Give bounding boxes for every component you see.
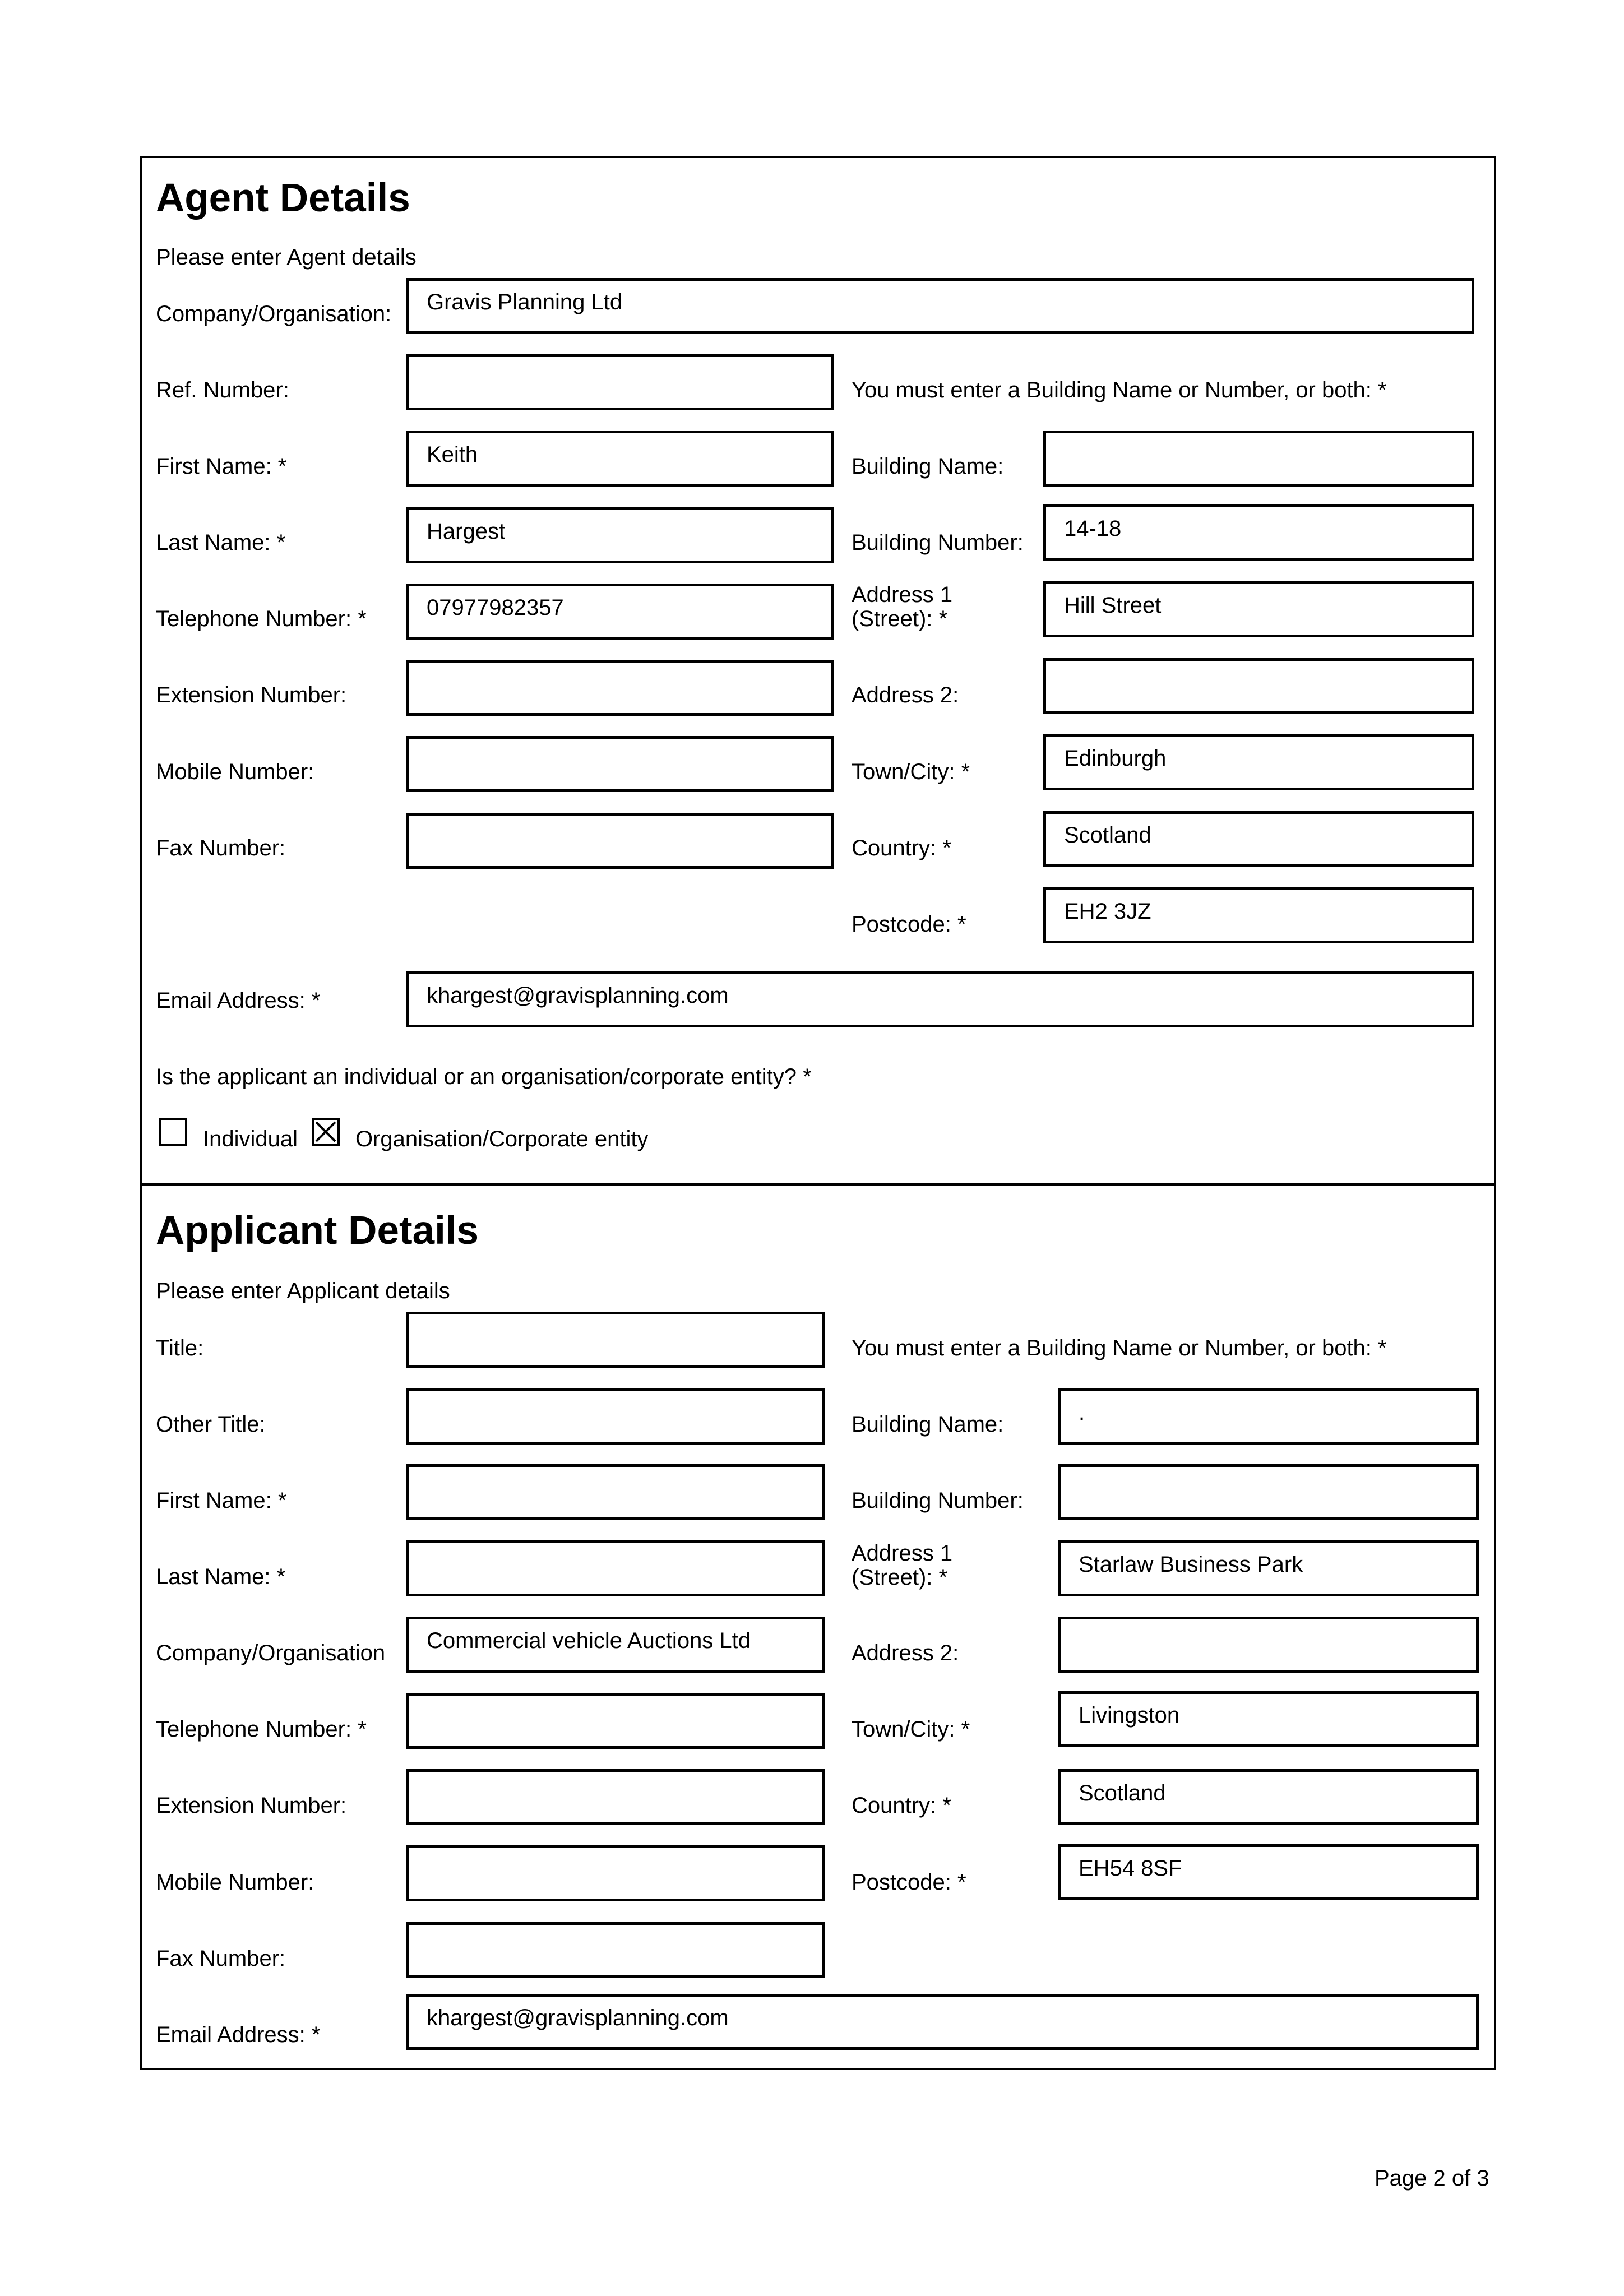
section-divider: [140, 1183, 1496, 1186]
agent-postcode-label: Postcode: *: [852, 912, 966, 937]
applicant-other-title-field[interactable]: [406, 1388, 825, 1445]
agent-address1-label-line2: (Street): *: [852, 607, 948, 631]
organisation-checkbox[interactable]: [312, 1118, 340, 1146]
agent-address2-label: Address 2:: [852, 683, 959, 707]
applicant-country-label: Country: *: [852, 1793, 951, 1818]
applicant-address1-label-line2: (Street): *: [852, 1565, 948, 1590]
applicant-building-note: You must enter a Building Name or Number, or both: *: [852, 1336, 1387, 1360]
agent-last-name-field[interactable]: Hargest: [406, 507, 834, 563]
agent-fax-field[interactable]: [406, 813, 834, 869]
applicant-other-title-label: Other Title:: [156, 1412, 266, 1437]
agent-town-field[interactable]: Edinburgh: [1043, 734, 1474, 790]
applicant-last-name-label: Last Name: *: [156, 1564, 286, 1589]
agent-first-name-field[interactable]: Keith: [406, 430, 834, 487]
agent-country-label: Country: *: [852, 836, 951, 860]
applicant-building-number-field[interactable]: [1058, 1464, 1479, 1520]
applicant-building-name-field[interactable]: .: [1058, 1388, 1479, 1445]
applicant-intro: Please enter Applicant details: [156, 1279, 450, 1303]
applicant-email-field[interactable]: khargest@gravisplanning.com: [406, 1994, 1479, 2050]
agent-building-name-label: Building Name:: [852, 454, 1004, 479]
agent-extension-field[interactable]: [406, 660, 834, 716]
applicant-mobile-label: Mobile Number:: [156, 1870, 314, 1895]
agent-email-field[interactable]: khargest@gravisplanning.com: [406, 971, 1474, 1027]
applicant-company-label: Company/Organisation: [156, 1641, 386, 1665]
agent-telephone-label: Telephone Number: *: [156, 607, 367, 631]
applicant-building-name-label: Building Name:: [852, 1412, 1004, 1437]
applicant-fax-label: Fax Number:: [156, 1946, 286, 1971]
applicant-fax-field[interactable]: [406, 1922, 825, 1978]
applicant-last-name-field[interactable]: [406, 1540, 825, 1596]
agent-building-number-label: Building Number:: [852, 530, 1024, 555]
agent-address2-field[interactable]: [1043, 658, 1474, 714]
agent-postcode-field[interactable]: EH2 3JZ: [1043, 887, 1474, 943]
agent-building-number-field[interactable]: 14-18: [1043, 504, 1474, 561]
applicant-email-label: Email Address: *: [156, 2022, 321, 2047]
agent-ref-label: Ref. Number:: [156, 378, 289, 402]
applicant-company-field[interactable]: Commercial vehicle Auctions Ltd: [406, 1617, 825, 1673]
applicant-address1-field[interactable]: Starlaw Business Park: [1058, 1540, 1479, 1596]
applicant-telephone-label: Telephone Number: *: [156, 1717, 367, 1742]
applicant-section-title: Applicant Details: [156, 1209, 479, 1253]
agent-building-note: You must enter a Building Name or Number, or both: *: [852, 378, 1387, 402]
applicant-address2-label: Address 2:: [852, 1641, 959, 1665]
applicant-first-name-label: First Name: *: [156, 1488, 287, 1513]
agent-mobile-label: Mobile Number:: [156, 760, 314, 784]
agent-extension-label: Extension Number:: [156, 683, 347, 707]
applicant-telephone-field[interactable]: [406, 1693, 825, 1749]
agent-mobile-field[interactable]: [406, 736, 834, 792]
individual-checkbox[interactable]: [159, 1118, 187, 1146]
applicant-postcode-field[interactable]: EH54 8SF: [1058, 1844, 1479, 1900]
applicant-title-label: Title:: [156, 1336, 204, 1360]
applicant-mobile-field[interactable]: [406, 1845, 825, 1901]
applicant-town-field[interactable]: Livingston: [1058, 1691, 1479, 1747]
applicant-first-name-field[interactable]: [406, 1464, 825, 1520]
applicant-address2-field[interactable]: [1058, 1617, 1479, 1673]
individual-option-label: Individual: [203, 1127, 298, 1151]
applicant-title-field[interactable]: [406, 1312, 825, 1368]
agent-last-name-label: Last Name: *: [156, 530, 286, 555]
agent-ref-field[interactable]: [406, 354, 834, 410]
applicant-address1-label-line1: Address 1: [852, 1541, 953, 1566]
agent-telephone-field[interactable]: 07977982357: [406, 584, 834, 640]
applicant-extension-label: Extension Number:: [156, 1793, 347, 1818]
agent-email-label: Email Address: *: [156, 988, 321, 1013]
checkbox-cross-icon: [314, 1120, 337, 1144]
agent-company-label: Company/Organisation:: [156, 302, 392, 326]
applicant-type-question: Is the applicant an individual or an organisation/corporate entity? *: [156, 1064, 812, 1089]
agent-address1-label-line1: Address 1: [852, 582, 953, 607]
agent-fax-label: Fax Number:: [156, 836, 286, 860]
organisation-option-label: Organisation/Corporate entity: [355, 1127, 649, 1151]
agent-company-field[interactable]: Gravis Planning Ltd: [406, 278, 1474, 334]
applicant-extension-field[interactable]: [406, 1769, 825, 1825]
agent-first-name-label: First Name: *: [156, 454, 287, 479]
agent-address1-field[interactable]: Hill Street: [1043, 581, 1474, 637]
agent-town-label: Town/City: *: [852, 760, 970, 784]
agent-section-title: Agent Details: [156, 176, 410, 220]
applicant-country-field[interactable]: Scotland: [1058, 1769, 1479, 1825]
applicant-building-number-label: Building Number:: [852, 1488, 1024, 1513]
applicant-town-label: Town/City: *: [852, 1717, 970, 1742]
agent-building-name-field[interactable]: [1043, 430, 1474, 487]
applicant-postcode-label: Postcode: *: [852, 1870, 966, 1895]
agent-intro: Please enter Agent details: [156, 245, 417, 270]
agent-country-field[interactable]: Scotland: [1043, 811, 1474, 867]
page-number: Page 2 of 3: [1375, 2166, 1489, 2191]
